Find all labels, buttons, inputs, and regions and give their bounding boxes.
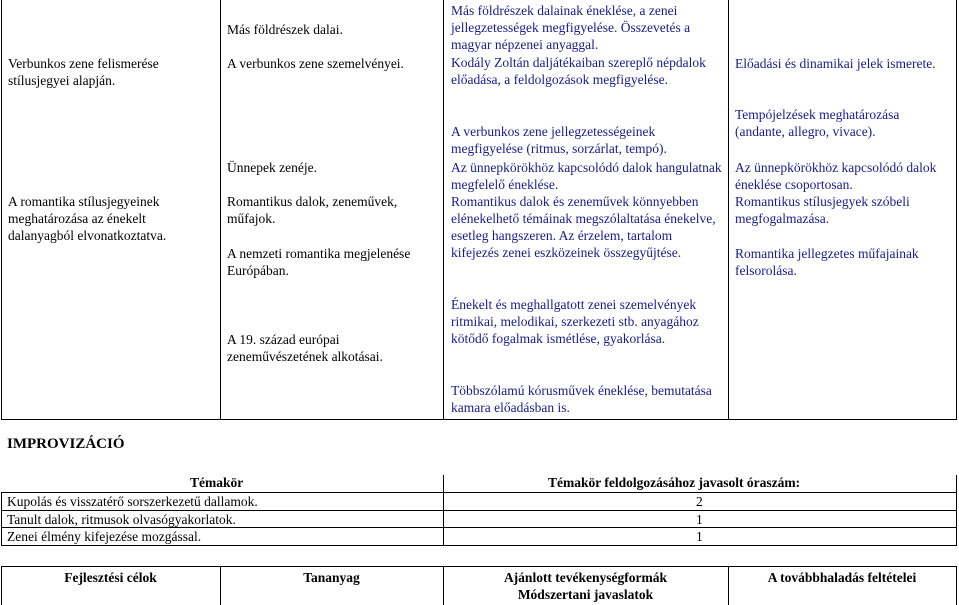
dev-goal-romantika: A romantika stílusjegyeinek meghatározása az énekelt dalanyagból elvonatkoztatva. [8,194,167,243]
condition-stilusjegyek: Romantikus stílusjegyek szóbeli megfogalmazása. [735,194,910,226]
topic-nemzeti-romantika: A nemzeti romantika megjelenése Európában. [227,246,411,278]
hours-table-border-left [1,492,2,546]
main-table-border-bottom [1,419,957,420]
hours-row-topic: Tanult dalok, ritmusok olvasógyakorlatok. [7,512,236,527]
hours-table-line-4 [1,545,957,546]
activity-verbunkos: A verbunkos zene jellegzetességeinek megfigyelése (ritmus, sorzárlat, tempó). [451,124,667,156]
header-tovabbhaladas: A továbbhaladás feltételei [767,570,917,585]
activity-korusmuvek: Többszólamú kórusművek éneklése, bemutatása kamara előadásban is. [451,383,712,415]
hours-row-hours: 1 [696,512,703,527]
topic-romantikus-dalok: Romantikus dalok, zeneművek, műfajok. [227,194,398,226]
main-table-border-left [1,0,2,420]
main-table-divider-2 [443,0,444,420]
condition-mufajok: Romantika jellegzetes műfajainak felsorolása. [735,246,919,278]
topic-verbunkos: A verbunkos zene szemelvényei. [227,56,404,71]
main-table-divider-1 [220,0,221,420]
activity-fogalmak: Énekelt és meghallgatott zenei szemelvények ritmikai, melodikai, szerkezeti stb. anyagához kötődő fogalmak ismétlése, gyakorlása. [451,297,699,346]
main-table-border-right [956,0,957,420]
main-table-divider-3 [728,0,729,420]
condition-eloadasi-jelek: Előadási és dinamikai jelek ismerete. [735,56,936,71]
header-modszertani-javaslatok: Módszertani javaslatok [517,587,654,602]
hours-header-topic: Témakör [190,475,244,490]
hours-table-divider [443,475,444,546]
hours-row-hours: 1 [696,529,703,544]
activity-romantikus: Romantikus dalok és zeneművek könnyebben elénekelhető témáinak megszólaltatása énekelve, esetleg hangszeren. Az érzelem, tartalom kifejezés zenei eszközeinek összegyűjtése. [451,194,716,260]
topic-unnepek: Ünnepek zenéje. [227,160,317,175]
section-title: IMPROVIZÁCIÓ [7,436,125,452]
hours-header-hours: Témakör feldolgozásához javasolt óraszám: [548,475,801,490]
header-tananyag: Tananyag [303,570,360,585]
condition-tempojelzesek: Tempójelzések meghatározása (andante, allegro, vivace). [735,107,900,139]
bottom-header-border-right [956,566,957,605]
header-tevekenysegformak: Ajánlott tevékenységformák [503,570,668,585]
header-fejlesztesi-celok: Fejlesztési célok [64,570,157,585]
activity-mas-foldreszek: Más földrészek dalainak éneklése, a zenei jellegzetességek megfigyelése. Összevetés a magyar népzenei anyaggal. [451,3,691,52]
topic-19-szazad: A 19. század európai zeneművészetének alkotásai. [227,332,383,364]
topic-mas-foldreszek: Más földrészek dalai. [227,22,343,37]
hours-row-topic: Kupolás és visszatérő sorszerkezetű dallamok. [7,494,258,509]
activity-unnepkorok: Az ünnepkörökhöz kapcsolódó dalok hangulatnak megfelelő éneklése. [451,160,722,192]
dev-goal-verbunkos: Verbunkos zene felismerése stílusjegyei alapján. [8,56,159,88]
activity-kodaly: Kodály Zoltán daljátékaiban szereplő népdalok előadása, a feldolgozások megfigyelése. [451,55,706,87]
condition-unnepkorok: Az ünnepkörökhöz kapcsolódó dalok éneklése csoportosan. [735,160,937,192]
hours-row-hours: 2 [696,494,703,509]
hours-table-border-right [956,475,957,546]
bottom-header-border-top [1,566,957,567]
hours-row-topic: Zenei élmény kifejezése mozgással. [7,529,202,544]
